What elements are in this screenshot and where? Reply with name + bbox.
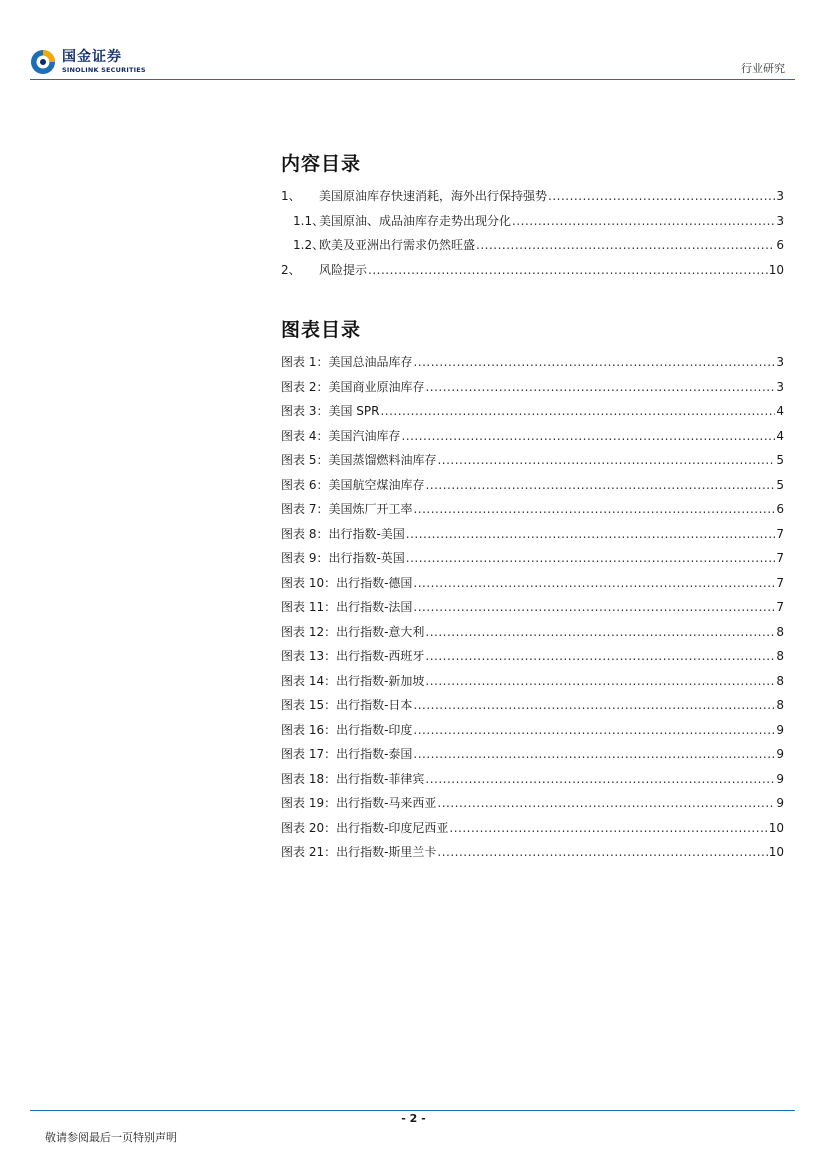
entry-label: 图表 11：出行指数-法国 [281, 600, 413, 614]
contents-entry[interactable] [281, 233, 784, 258]
entry-label: 美国原油库存快速消耗，海外出行保持强势 [319, 189, 548, 203]
dot-leader [437, 840, 767, 865]
entry-label: 图表 13：出行指数-西班牙 [281, 649, 425, 663]
dot-leader [413, 693, 775, 718]
entry-page-number: 3 [776, 213, 784, 228]
figure-entry[interactable] [281, 767, 784, 792]
footer-disclaimer: 敬请参阅最后一页特别声明 [45, 1131, 177, 1144]
figure-entry[interactable] [281, 546, 784, 571]
entry-label: 图表 16：出行指数-印度 [281, 722, 413, 737]
page-number: - 2 - [401, 1112, 426, 1125]
entry-label: 图表 15：出行指数-日本 [281, 698, 413, 712]
dot-leader [413, 742, 775, 767]
entry-page-number: 9 [776, 722, 784, 737]
entry-page-number: 4 [776, 404, 784, 418]
entry-page-number: 7 [776, 526, 784, 541]
entry-label: 图表 1：美国总油品库存 [281, 355, 413, 369]
entry-page-number: 8 [776, 649, 784, 663]
dot-leader [425, 767, 775, 792]
figure-entry[interactable] [281, 644, 784, 669]
dot-leader [413, 595, 775, 620]
entry-page-number: 3 [776, 355, 784, 369]
dot-leader [406, 522, 776, 547]
dot-leader [413, 350, 775, 375]
figure-entry[interactable] [281, 350, 784, 375]
entry-label: 图表 4：美国汽油库存 [281, 428, 401, 443]
entry-number: 2、 [281, 262, 301, 277]
header-divider [30, 79, 795, 80]
figure-entry[interactable] [281, 399, 784, 424]
entry-number: 1.2、 [293, 238, 325, 252]
logo-chinese-name: 国金证券 [62, 49, 122, 66]
entry-label-group [281, 258, 367, 283]
entry-page-number: 8 [776, 624, 784, 639]
entry-label: 图表 6：美国航空煤油库存 [281, 477, 425, 492]
figures-title: 图表目录 [281, 319, 362, 341]
figure-entry[interactable] [281, 473, 784, 498]
entry-label: 图表 9：出行指数-英国 [281, 551, 405, 565]
report-category: 行业研究 [741, 62, 785, 75]
entry-number: 1.1、 [293, 213, 325, 228]
entry-page-number: 8 [776, 673, 784, 688]
entry-page-number: 9 [776, 771, 784, 786]
dot-leader [401, 424, 775, 449]
dot-leader [512, 209, 775, 234]
figure-entry[interactable] [281, 816, 784, 841]
dot-leader [476, 233, 775, 258]
dot-leader [413, 571, 775, 596]
dot-leader [548, 184, 775, 209]
entry-page-number: 6 [776, 238, 784, 252]
entry-page-number: 10 [768, 262, 784, 277]
entry-label: 图表 17：出行指数-泰国 [281, 747, 413, 761]
figure-entry[interactable] [281, 840, 784, 865]
dot-leader [380, 399, 775, 424]
entry-page-number: 5 [776, 453, 784, 467]
entry-label-group [281, 184, 547, 209]
figure-entry[interactable] [281, 448, 784, 473]
dot-leader [437, 791, 775, 816]
entry-page-number: 8 [776, 698, 784, 712]
toc-content [281, 150, 784, 865]
footer-divider [30, 1110, 795, 1111]
figure-entry[interactable] [281, 718, 784, 743]
entry-label: 图表 5：美国蒸馏燃料油库存 [281, 453, 437, 467]
entry-label: 图表 21：出行指数-斯里兰卡 [281, 845, 437, 859]
entry-page-number: 5 [776, 477, 784, 492]
entry-label: 图表 2：美国商业原油库存 [281, 379, 425, 394]
contents-entry[interactable] [281, 209, 784, 234]
entry-label: 图表 12：出行指数-意大利 [281, 624, 425, 639]
dot-leader [368, 258, 768, 283]
sinolink-logo-icon [30, 49, 56, 75]
entry-label: 图表 19：出行指数-马来西亚 [281, 796, 437, 810]
entry-page-number: 4 [776, 428, 784, 443]
entry-label: 图表 10：出行指数-德国 [281, 575, 413, 590]
figure-entry[interactable] [281, 742, 784, 767]
entry-label: 美国原油、成品油库存走势出现分化 [319, 213, 512, 228]
entry-page-number: 6 [776, 502, 784, 516]
dot-leader [425, 669, 775, 694]
entry-label: 图表 8：出行指数-美国 [281, 526, 405, 541]
logo-english-name: SINOLINK SECURITIES [62, 66, 146, 75]
entry-page-number: 7 [776, 575, 784, 590]
entry-label-group [293, 233, 475, 258]
entry-label: 图表 18：出行指数-菲律宾 [281, 771, 425, 786]
figure-entry[interactable] [281, 497, 784, 522]
entry-label: 图表 3：美国 SPR [281, 404, 380, 418]
dot-leader [437, 448, 775, 473]
figure-entry[interactable] [281, 669, 784, 694]
dot-leader [406, 546, 776, 571]
figure-entry[interactable] [281, 375, 784, 400]
page-header [30, 44, 795, 80]
company-logo [30, 44, 146, 80]
contents-entry[interactable] [281, 258, 784, 283]
dot-leader [413, 497, 775, 522]
dot-leader [425, 644, 775, 669]
contents-list [281, 184, 784, 282]
dot-leader [413, 718, 775, 743]
entry-label: 风险提示 [319, 262, 368, 277]
figure-entry[interactable] [281, 620, 784, 645]
contents-entry[interactable] [281, 184, 784, 209]
entry-page-number: 10 [768, 820, 784, 835]
figure-entry[interactable] [281, 693, 784, 718]
figures-list [281, 350, 784, 865]
figure-entry[interactable] [281, 522, 784, 547]
entry-label: 图表 7：美国炼厂开工率 [281, 502, 413, 516]
dot-leader [449, 816, 767, 841]
entry-page-number: 9 [776, 796, 784, 810]
figure-entry[interactable] [281, 424, 784, 449]
entry-number: 1、 [281, 189, 301, 203]
dot-leader [425, 620, 775, 645]
dot-leader [425, 473, 775, 498]
entry-page-number: 7 [776, 600, 784, 614]
dot-leader [425, 375, 775, 400]
entry-page-number: 7 [776, 551, 784, 565]
entry-page-number: 9 [776, 747, 784, 761]
contents-title: 内容目录 [281, 153, 362, 175]
entry-page-number: 3 [776, 189, 784, 203]
figure-entry[interactable] [281, 571, 784, 596]
entry-label-group [293, 209, 511, 234]
entry-page-number: 3 [776, 379, 784, 394]
entry-label: 图表 14：出行指数-新加坡 [281, 673, 425, 688]
entry-page-number: 10 [768, 845, 784, 859]
entry-label: 图表 20：出行指数-印度尼西亚 [281, 820, 449, 835]
figure-entry[interactable] [281, 791, 784, 816]
figure-entry[interactable] [281, 595, 784, 620]
entry-label: 欧美及亚洲出行需求仍然旺盛 [319, 238, 476, 252]
